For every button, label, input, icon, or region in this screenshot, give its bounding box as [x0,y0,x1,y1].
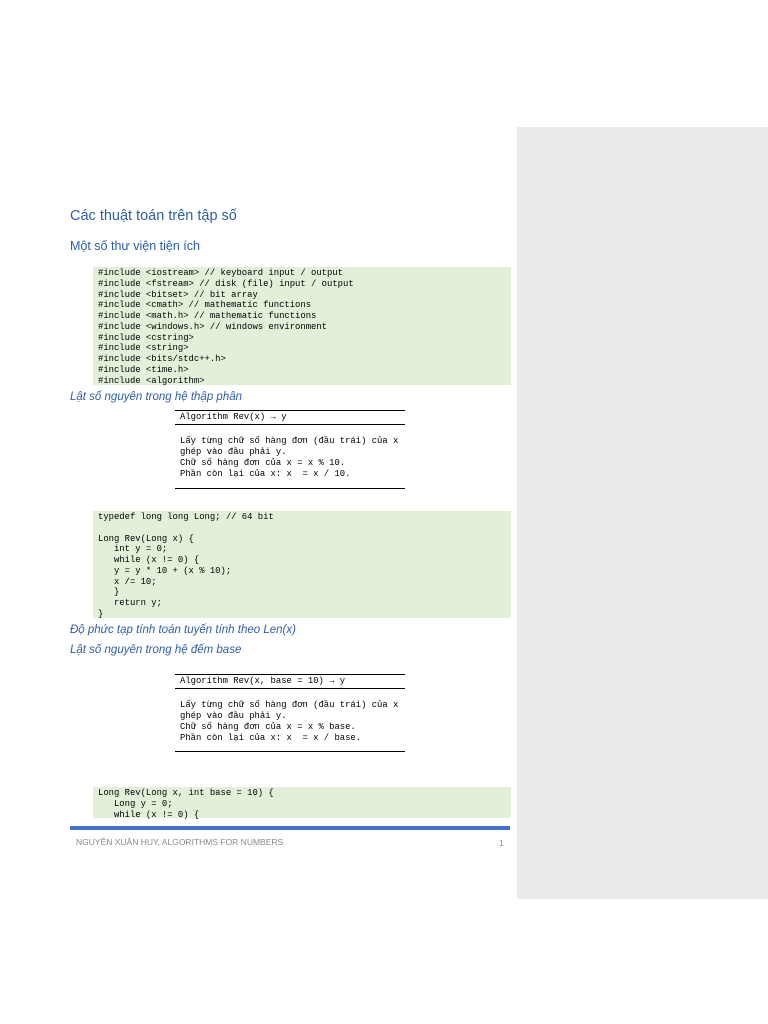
algorithm-line: ghép vào đầu phải y. [180,711,287,721]
algorithm-title: Algorithm Rev(x, base = 10) → y [180,676,346,686]
code-line [98,523,511,534]
algorithm-line: Lấy từng chữ số hàng đơn (đầu trái) của x [180,436,399,446]
algorithm-body [175,425,405,480]
section-heading-decimal-reverse: Lật số nguyên trong hệ thập phân [70,391,243,403]
code-line: Long y = 0; [98,798,173,809]
code-line: #include <iostream> // keyboard input / output [98,268,343,278]
code-line: #include <string> [98,343,189,354]
code-line: #include <cstring> [98,332,194,343]
code-line: #include <algorithm> [98,375,205,386]
rev-code-block [93,511,511,618]
comment-pane [517,127,768,899]
section-heading-base-reverse: Lật số nguyên trong hệ đếm base [70,644,242,656]
code-line: y = y * 10 + (x % 10); [98,565,232,576]
algorithm-line: Lấy từng chữ số hàng đơn (đầu trái) của x [180,700,399,710]
algorithm-line: Chữ số hàng đơn của x = x % 10. [180,458,346,468]
code-line: return y; [98,598,162,608]
footer-text: NGUYỄN XUÂN HUY, ALGORITHMS FOR NUMBERS [76,837,284,847]
code-line: while (x != 0) { [98,555,200,565]
code-line: } [98,587,120,598]
page-number: 1 [499,838,504,848]
code-line: x /= 10; [98,576,157,587]
code-line: } [98,608,104,619]
algorithm-box-rev-base [175,674,405,754]
footer-rule [70,826,510,830]
code-line: #include <bits/stdc++.h> [98,354,226,364]
code-line: Long Rev(Long x, int base = 10) { [98,788,274,798]
includes-code-block [93,267,511,385]
code-line: #include <bitset> // bit array [98,289,258,300]
rule-bottom [175,751,405,752]
code-line: #include <fstream> // disk (file) input / output [98,278,354,289]
algorithm-body [175,689,405,744]
section-heading-libraries: Một số thư viện tiện ích [70,239,200,253]
algorithm-line: Phần còn lại của x: x = x / base. [180,733,362,743]
algorithm-line: ghép vào đầu phải y. [180,447,287,457]
algorithm-line: Phần còn lại của x: x = x / 10. [180,469,351,479]
code-line: #include <cmath> // mathematic functions [98,300,312,311]
complexity-heading: Độ phức tạp tính toán tuyến tính theo Len(x) [70,624,296,636]
code-line: while (x != 0) { [98,809,200,820]
algorithm-box-rev [175,410,405,490]
code-line: Long Rev(Long x) { [98,533,194,544]
code-line: int y = 0; [98,544,168,555]
rev-base-code-block [93,787,511,818]
algorithm-line: Chữ số hàng đơn của x = x % base. [180,722,356,732]
code-line: #include <time.h> [98,364,189,375]
code-line: typedef long long Long; // 64 bit [98,512,274,522]
page-title: Các thuật toán trên tập số [70,208,237,224]
algorithm-title: Algorithm Rev(x) → y [180,412,287,422]
code-line: #include <math.h> // mathematic functions [98,311,317,321]
rule-bottom [175,488,405,489]
code-line: #include <windows.h> // windows environment [98,321,328,332]
